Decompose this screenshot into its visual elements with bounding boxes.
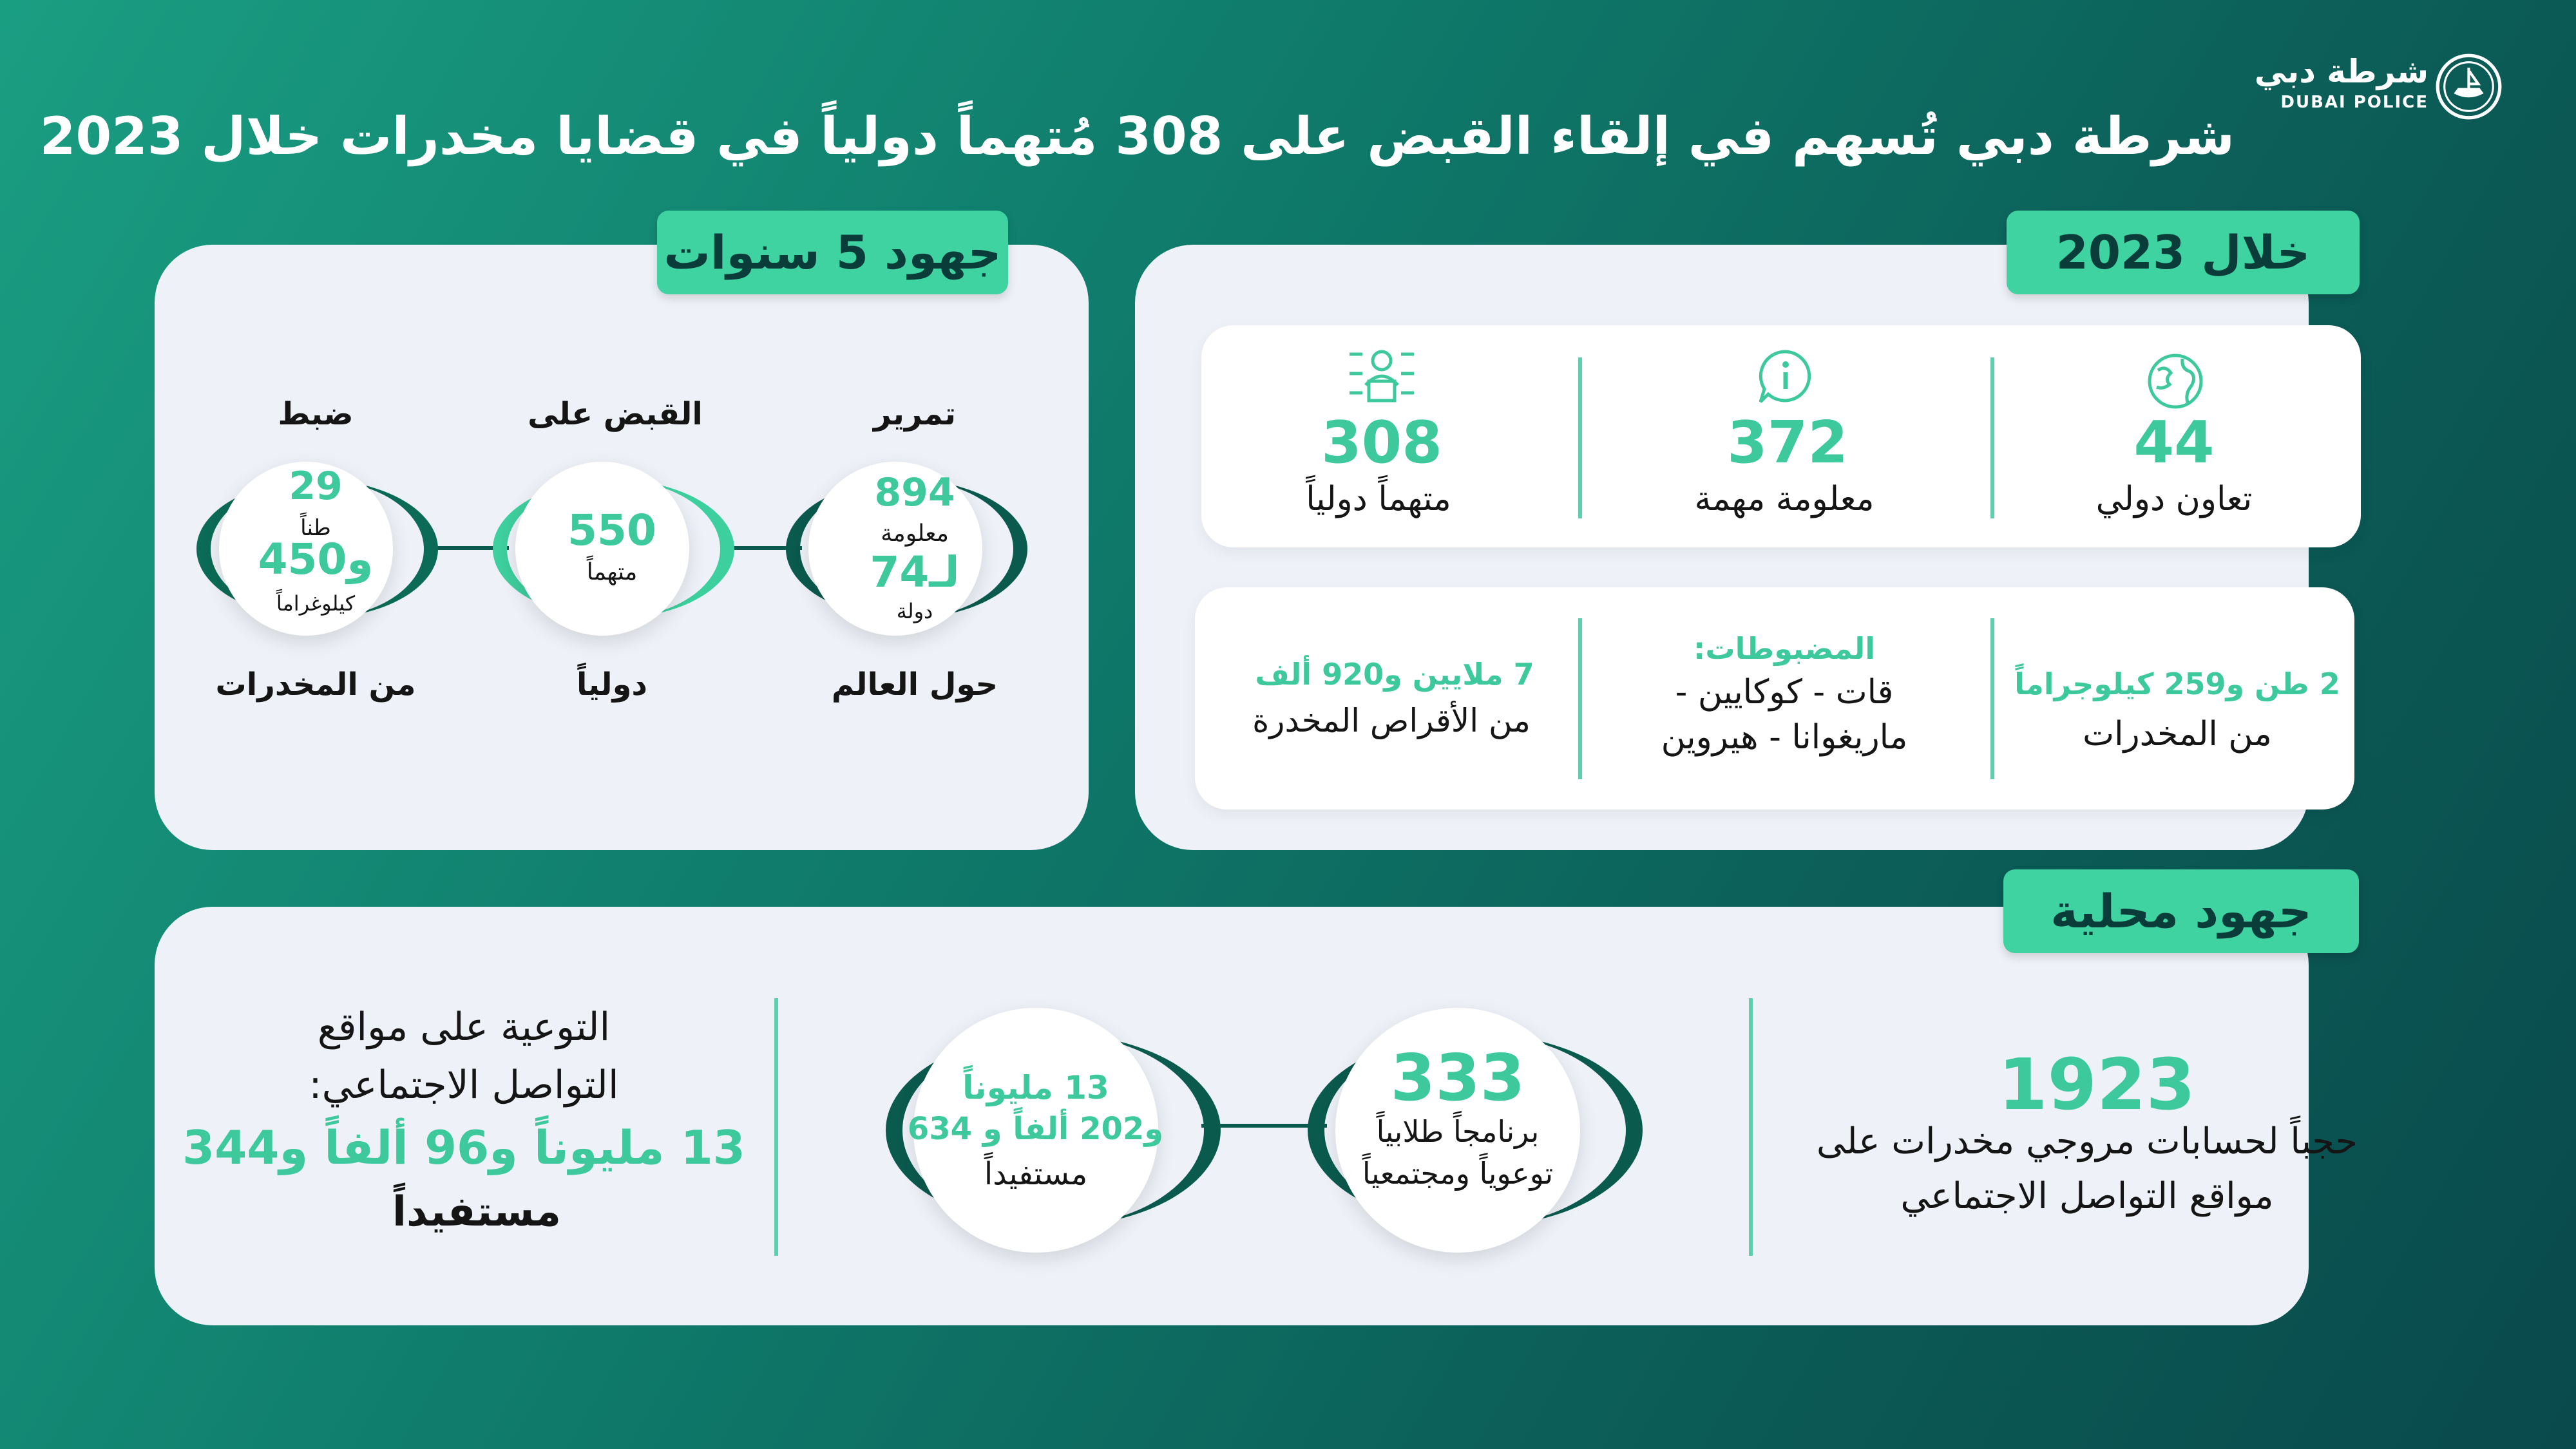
social-label: مستفيداً [392,1188,561,1236]
suspects-value: 308 [1321,409,1442,477]
info-value: 894 [874,470,955,515]
blocked-line1: حجباً لحسابات مروجي مخدرات على [1816,1121,2358,1162]
divider [1578,357,1582,518]
divider [1990,357,1994,518]
drugs-tons-label: طناً [300,515,331,541]
arrests-value: 550 [568,506,656,555]
arrests-bottom: دولياً [576,667,648,703]
countries-label: دولة [896,599,933,623]
police-emblem-icon [2435,53,2503,120]
drugs-top: ضبط [278,396,354,432]
dubai-police-logo [2254,53,2503,124]
blocked-line2: مواقع التواصل الاجتماعي [1900,1175,2274,1217]
drugs-2023-label: من المخدرات [2083,715,2272,753]
cooperation-value: 44 [2133,409,2215,477]
suspects-label: متهماً دولياً [1306,480,1451,518]
divider [1578,618,1582,779]
benef-line1: 13 مليوناً [962,1069,1109,1106]
programs-line1: برنامجاً طلابياً [1376,1114,1540,1149]
divider [1749,998,1753,1256]
pills-amount: 7 ملايين و920 ألف [1255,657,1534,692]
social-line2: التواصل الاجتماعي: [309,1063,619,1108]
programs-value: 333 [1390,1040,1525,1115]
drugs-tons: 29 [289,464,343,509]
seized-line2: ماريغوانا - هيروين [1661,718,1908,757]
info-bottom: حول العالم [831,667,998,703]
logo-english: DUBAI POLICE [2280,93,2428,112]
five-years-tag: جهود 5 سنوات [657,211,1008,294]
info-label: معلومة [881,520,949,547]
seized-title: المضبوطات: [1693,631,1876,666]
drugs-bottom: من المخدرات [215,667,416,703]
suspect-icon [1346,348,1417,406]
social-value: 13 مليوناً و96 ألفاً و344 [182,1121,745,1175]
logo-arabic: شرطة دبي [2254,53,2428,90]
social-line1: التوعية على مواقع [317,1005,611,1050]
benef-line2: و202 ألفاً و 634 [907,1111,1164,1147]
blocked-value: 1923 [1998,1043,2196,1126]
divider [774,998,778,1256]
info-2023-value: 372 [1727,409,1848,477]
drugs-2023-amount: 2 طن و259 كيلوجراماً [2014,667,2340,701]
seized-line1: قات - كوكايين - [1675,673,1894,712]
headline: شرطة دبي تُسهم في إلقاء القبض على 308 مُتهماً دولياً في قضايا مخدرات خلال 2023 [39,106,2235,166]
year-2023-tag: خلال 2023 [2007,211,2360,294]
drugs-kg: 450و [258,535,374,584]
info-top: تمرير [873,396,956,432]
local-tag: جهود محلية [2003,869,2359,953]
pills-label: من الأقراص المخدرة [1252,702,1531,739]
benef-line3: مستفيداً [984,1156,1088,1192]
globe-icon [2145,351,2206,412]
divider [1990,618,1994,779]
info-2023-label: معلومة مهمة [1694,480,1875,518]
programs-line2: توعوياً ومجتمعياً [1362,1156,1554,1191]
countries-value: لـ74 [870,547,960,597]
arrests-top: القبض على [528,396,703,432]
drugs-kg-label: كيلوغراماً [276,591,356,616]
cooperation-label: تعاون دولي [2095,480,2253,518]
arrests-label: متهماً [586,559,638,585]
info-icon [1755,348,1817,406]
